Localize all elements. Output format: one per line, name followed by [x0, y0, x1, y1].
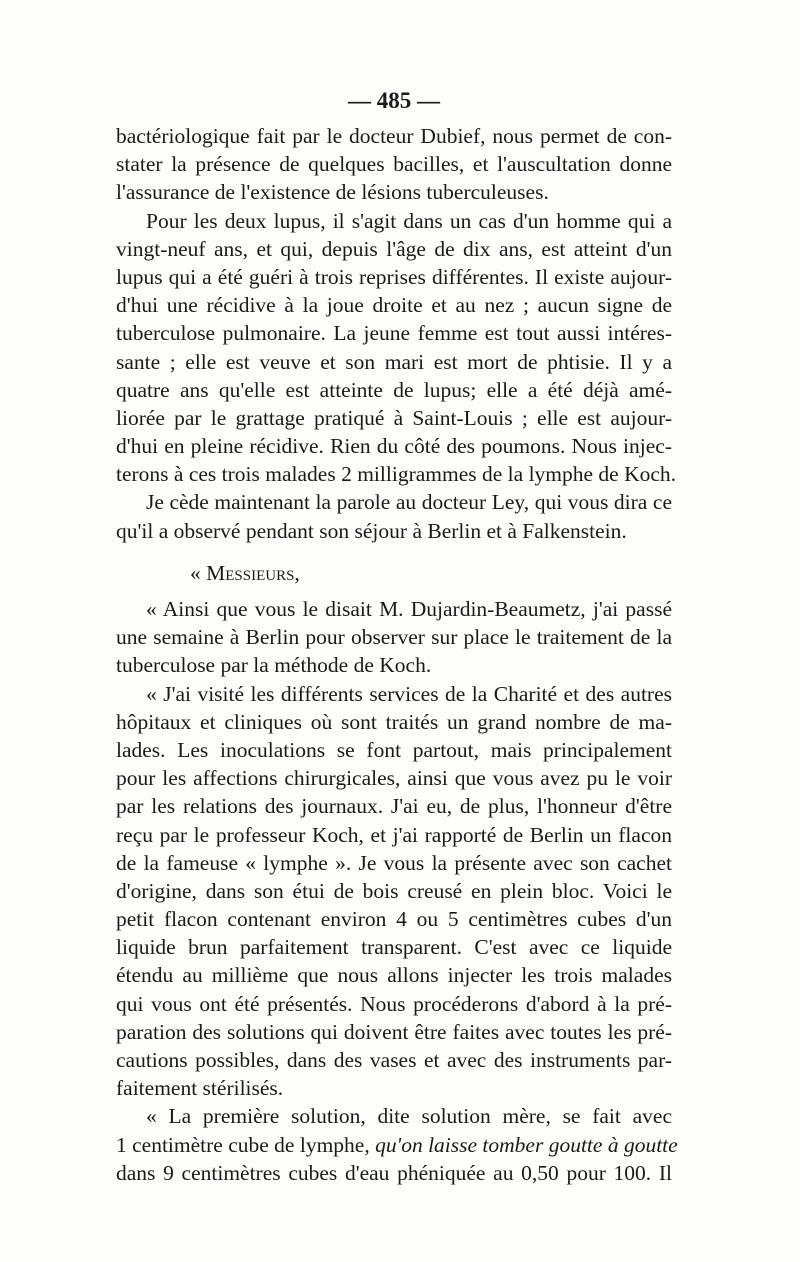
- text-line: paration des solutions qui doivent être faites avec toutes les pré-: [116, 1019, 672, 1044]
- text-line: d'origine, dans son étui de bois creusé en plein bloc. Voici le: [116, 878, 672, 903]
- text-line: faitement stérilisés.: [116, 1076, 284, 1101]
- text-line: [116, 1131, 678, 1159]
- text-line: bactériologique fait par le docteur Dubief, nous permet de con-: [116, 124, 672, 148]
- text-line: une semaine à Berlin pour observer sur place le traitement de la: [116, 625, 672, 650]
- page-number: — 485 —: [348, 88, 440, 113]
- text-line: Je cède maintenant la parole au docteur Ley, qui vous dira ce: [146, 490, 672, 515]
- text-line: de la fameuse « lymphe ». Je vous la présente avec son cachet: [116, 850, 672, 875]
- italic-fragment: qu'on laisse tomber goutte à goutte: [375, 1132, 678, 1157]
- text-line: cautions possibles, dans des vases et avec des instruments par-: [116, 1048, 672, 1072]
- text-line: hôpitaux et cliniques où sont traités un grand nombre de ma-: [116, 709, 672, 734]
- text-line: lades. Les inoculations se font partout, mais principalement: [116, 737, 672, 762]
- text-line: « Ainsi que vous le disait M. Dujardin-Beaumetz, j'ai passé: [146, 597, 672, 621]
- text-line: reçu par le professeur Koch, et j'ai rapporté de Berlin un flacon: [116, 822, 672, 847]
- text-line: dans 9 centimètres cubes d'eau phéniquée au 0,50 pour 100. Il: [116, 1160, 672, 1185]
- text-line: lupus qui a été guéri à trois reprises différentes. Il existe aujour-: [116, 264, 672, 289]
- text-line: « J'ai visité les différents services de la Charité et des autres: [146, 681, 672, 706]
- book-page: [116, 84, 678, 1187]
- salutation: « Messieurs,: [190, 560, 300, 585]
- body-text: [116, 122, 678, 1187]
- text-line: stater la présence de quelques bacilles, et l'auscultation donne: [116, 152, 672, 177]
- text-line: tuberculose par la méthode de Koch.: [116, 653, 432, 678]
- text-line: petit flacon contenant environ 4 ou 5 centimètres cubes d'un: [116, 907, 672, 932]
- text-line: étendu au millième que nous allons injecter les trois malades: [116, 963, 672, 988]
- text-line: d'hui en pleine récidive. Rien du côté des poumons. Nous injec-: [116, 434, 672, 459]
- text-line: par les relations des journaux. J'ai eu, de plus, l'honneur d'être: [116, 794, 672, 819]
- text-line: liorée par le grattage pratiqué à Saint-Louis ; elle est aujour-: [116, 405, 672, 430]
- text-fragment: 1 centimètre cube de lymphe,: [116, 1132, 376, 1157]
- text-line: liquide brun parfaitement transparent. C'est avec ce liquide: [116, 935, 672, 960]
- text-line: l'assurance de l'existence de lésions tuberculeuses.: [116, 180, 549, 205]
- text-line: qui vous ont été présentés. Nous procéderons d'abord à la pré-: [116, 991, 672, 1016]
- text-line: terons à ces trois malades 2 milligrammes de la lymphe de Koch.: [116, 462, 677, 487]
- text-line: sante ; elle est veuve et son mari est mort de phtisie. Il y a: [116, 349, 672, 374]
- text-line: qu'il a observé pendant son séjour à Berlin et à Falkenstein.: [116, 518, 627, 543]
- text-line: « La première solution, dite solution mère, se fait avec: [146, 1104, 672, 1129]
- text-line: quatre ans qu'elle est atteinte de lupus; elle a été déjà amé-: [116, 377, 672, 402]
- text-line: pour les affections chirurgicales, ainsi que vous avez pu le voir: [116, 766, 672, 791]
- text-line: tuberculose pulmonaire. La jeune femme est tout aussi intéres-: [116, 321, 672, 346]
- text-line: Pour les deux lupus, il s'agit dans un cas d'un homme qui a: [146, 208, 672, 233]
- text-line: vingt-neuf ans, et qui, depuis l'âge de dix ans, est atteint d'un: [116, 236, 672, 261]
- text-line: d'hui une récidive à la joue droite et au nez ; aucun signe de: [116, 293, 672, 318]
